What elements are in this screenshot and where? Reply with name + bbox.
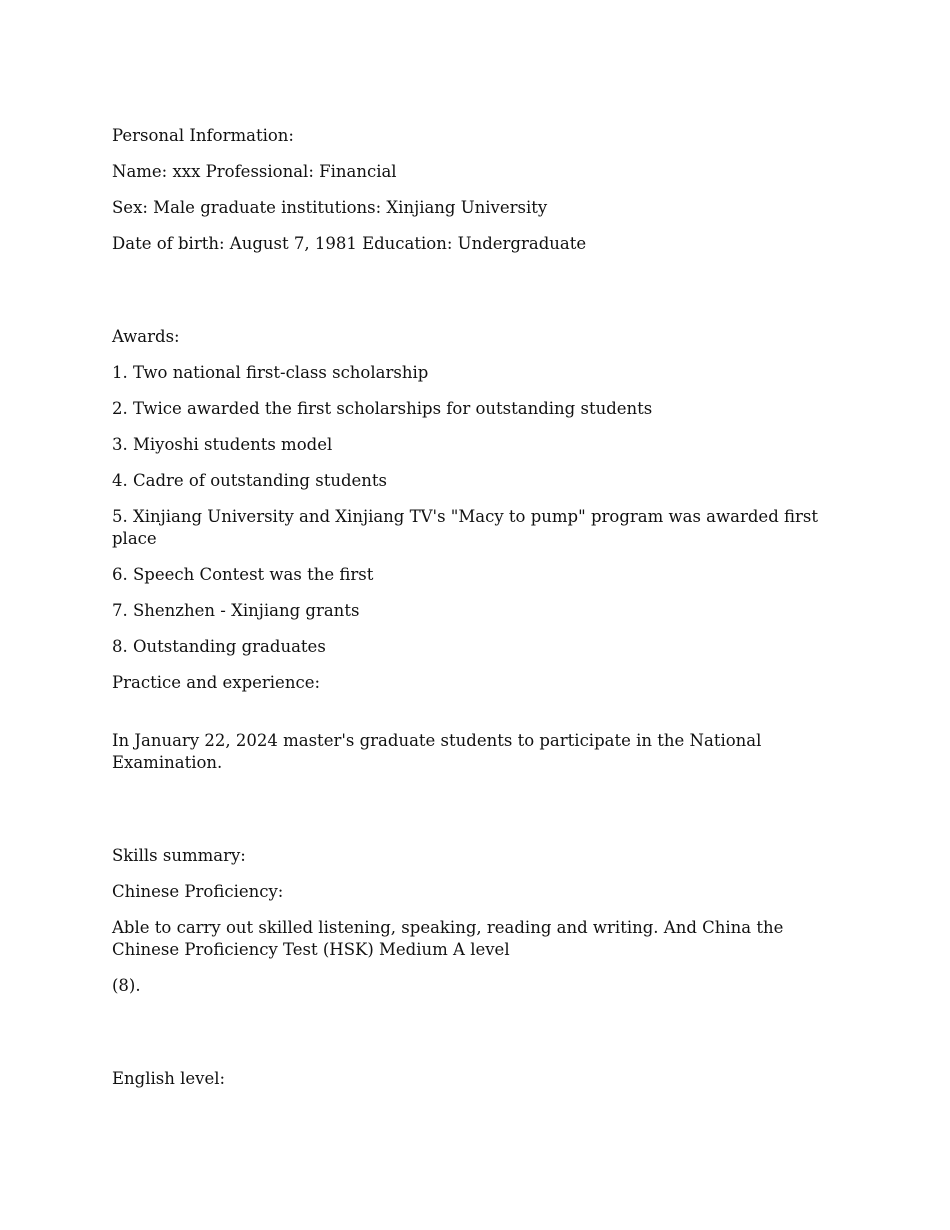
spacer xyxy=(112,708,842,730)
english-level-heading: English level: xyxy=(112,1069,226,1088)
award-item: 1. Two national first-class scholarship xyxy=(112,363,429,382)
award-item: 2. Twice awarded the first scholarships for outstanding students xyxy=(112,399,653,418)
award-item: 7. Shenzhen - Xinjiang grants xyxy=(112,601,360,620)
award-item: 6. Speech Contest was the first xyxy=(112,565,374,584)
spacer xyxy=(112,269,842,326)
personal-info-heading: Personal Information: xyxy=(112,126,294,145)
spacer xyxy=(112,788,842,845)
personal-info-line: Sex: Male graduate institutions: Xinjiang University xyxy=(112,198,548,217)
chinese-proficiency-heading: Chinese Proficiency: xyxy=(112,882,284,901)
document-body xyxy=(112,125,842,1104)
awards-heading: Awards: xyxy=(112,327,180,346)
award-item: 4. Cadre of outstanding students xyxy=(112,471,387,490)
personal-info-line: Name: xxx Professional: Financial xyxy=(112,162,397,181)
practice-text: In January 22, 2024 master's graduate students to participate in the National Examination. xyxy=(112,731,762,772)
award-item: 8. Outstanding graduates xyxy=(112,637,326,656)
award-item: 5. Xinjiang University and Xinjiang TV's "Macy to pump" program was awarded first place xyxy=(112,507,818,548)
spacer xyxy=(112,1011,842,1068)
personal-info-line: Date of birth: August 7, 1981 Education: Undergraduate xyxy=(112,234,587,253)
chinese-proficiency-level: (8). xyxy=(112,976,141,995)
practice-heading: Practice and experience: xyxy=(112,673,321,692)
award-item: 3. Miyoshi students model xyxy=(112,435,333,454)
chinese-proficiency-text: Able to carry out skilled listening, speaking, reading and writing. And China the Chinese Proficiency Test (HSK) Medium A level xyxy=(112,918,784,959)
skills-heading: Skills summary: xyxy=(112,846,246,865)
